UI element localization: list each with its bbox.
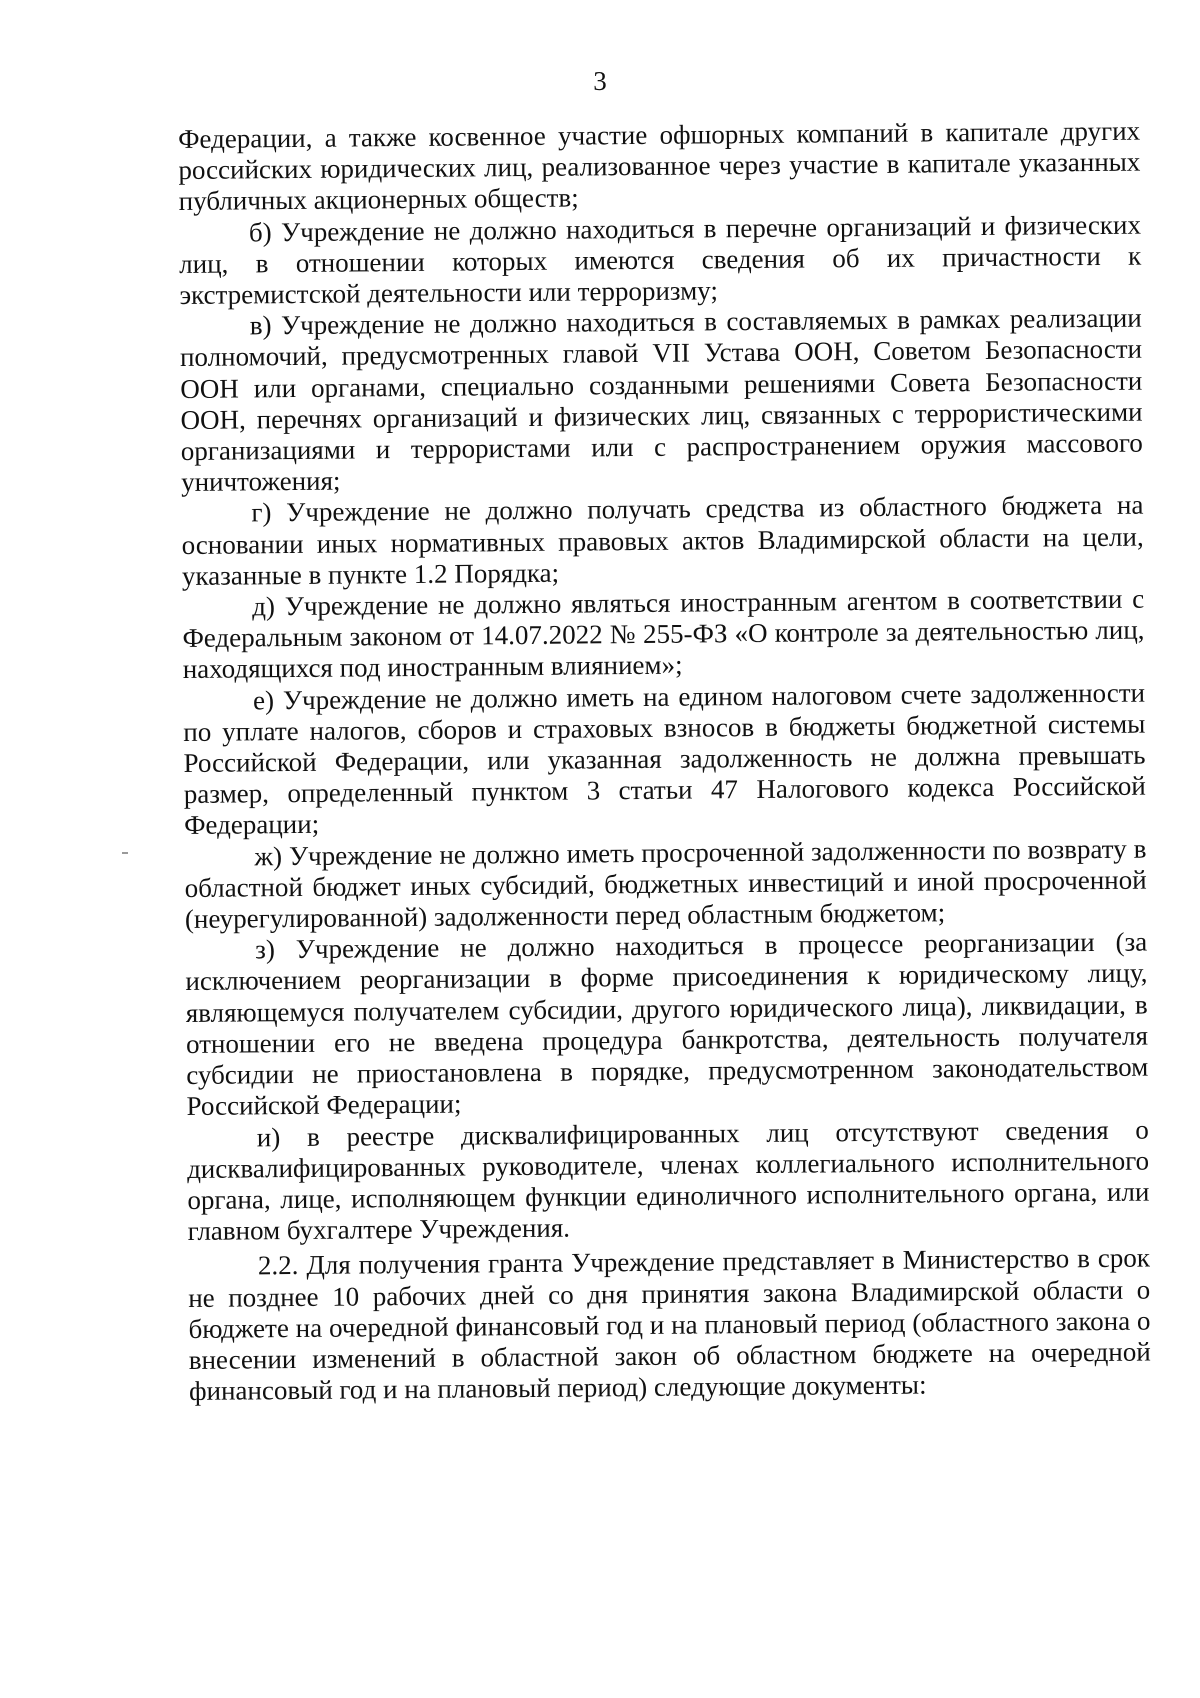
paragraph-section-2-2: 2.2. Для получения гранта Учреждение представляет в Министерство в срок не позднее 10 рабочих дней со дня принятия закона Владимирской области о бюджете на очередной финансовый год и на плановый период (областного закона о внесении изменений в областной закон об областном бюджете на очередной финансовый год и на плановый период) следующие документы: bbox=[188, 1242, 1151, 1407]
paragraph-item-z: з) Учреждение не должно находиться в процессе реорганизации (за исключением реорганизации в форме присоединения к юридическому лицу, являющемуся получателем субсидии, другого юридического лица), ликвидации, в отношении его не введена процедура банкротства, деятельность получателя субсидии не приостановлена в порядке, предусмотренном законодательством Российской Федерации; bbox=[185, 926, 1149, 1122]
scan-speck bbox=[122, 852, 128, 854]
paragraph-item-e: е) Учреждение не должно иметь на едином налоговом счете задолженности по уплате налогов, сборов и страховых взносов в бюджеты бюджетной системы Российской Федерации, или указанная задолженность не должна превышать размер, определенный пунктом 3 статьи 47 Налогового кодекса Российской Федерации; bbox=[183, 677, 1146, 841]
paragraph-item-i: и) в реестре дисквалифицированных лиц отсутствуют сведения о дисквалифицированных руководителе, членах коллегиального исполнительного органа, лице, исполняющем функции единоличного исполнительного органа, или главном бухгалтере Учреждения. bbox=[186, 1114, 1150, 1247]
paragraph-continuation: Федерации, а также косвенное участие офшорных компаний в капитале других российских юридических лиц, реализованное через участие в капитале указанных публичных акционерных обществ; bbox=[178, 115, 1141, 217]
document-body bbox=[178, 116, 1151, 1408]
paragraph-item-g: г) Учреждение не должно получать средства из областного бюджета на основании иных нормативных правовых актов Владимирской области на цели, указанные в пункте 1.2 Порядка; bbox=[181, 490, 1144, 591]
paragraph-item-v: в) Учреждение не должно находиться в составляемых в рамках реализации полномочий, предусмотренных главой VII Устава ООН, Советом Безопасности ООН или органами, специально созданными решениями Совета Безопасности ООН, перечнях организаций и физических лиц, связанных с террористическими организациями и террористами или с распространением оружия массового уничтожения; bbox=[179, 302, 1143, 498]
paragraph-item-b: б) Учреждение не должно находиться в перечне организаций и физических лиц, в отношении которых имеются сведения об их причастности к экстремистской деятельности или терроризму; bbox=[179, 209, 1142, 311]
paragraph-item-zh: ж) Учреждение не должно иметь просроченной задолженности по возврату в областной бюджет иных субсидий, бюджетных инвестиций и иной просроченной (неурегулированной) задолженности перед областным бюджетом; bbox=[184, 833, 1147, 935]
page-number: 3 bbox=[593, 66, 607, 96]
paragraph-item-d: д) Учреждение не должно являться иностранным агентом в соответствии с Федеральным законом от 14.07.2022 № 255-ФЗ «О контроле за деятельностью лиц, находящихся под иностранным влиянием»; bbox=[182, 583, 1145, 685]
